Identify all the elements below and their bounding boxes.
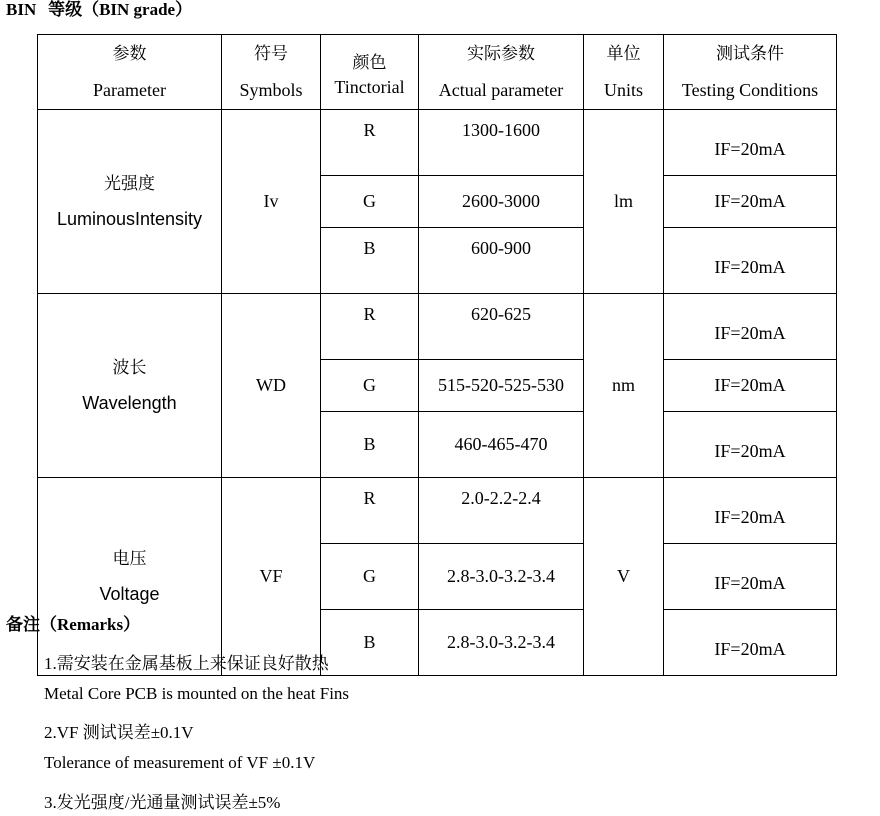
value-cell: 515-520-525-530 xyxy=(419,360,584,412)
value-cell: 1300-1600 xyxy=(419,110,584,176)
bin-grade-table xyxy=(37,34,837,676)
condition-cell: IF=20mA xyxy=(664,228,837,294)
value-cell: 2.8-3.0-3.2-3.4 xyxy=(419,610,584,676)
value-cell: 600-900 xyxy=(419,228,584,294)
color-cell: R xyxy=(321,110,419,176)
remark-line-1: 1.需安装在金属基板上来保证良好散热 xyxy=(44,654,329,673)
color-cell: R xyxy=(321,294,419,360)
table-row xyxy=(38,294,837,360)
remarks-title-en: （Remarks） xyxy=(40,615,141,634)
unit-cell: lm xyxy=(584,110,664,294)
param-cell: 光强度 LuminousIntensity xyxy=(38,110,222,294)
condition-cell: IF=20mA xyxy=(664,412,837,478)
remarks-title xyxy=(6,610,140,635)
table-row xyxy=(38,478,837,544)
color-cell: B xyxy=(321,412,419,478)
header-units: 单位 Units xyxy=(584,35,664,110)
header-testing-conditions: 测试条件 Testing Conditions xyxy=(664,35,837,110)
value-cell: 620-625 xyxy=(419,294,584,360)
table-header-row xyxy=(38,35,837,110)
header-parameter: 参数 Parameter xyxy=(38,35,222,110)
color-cell: R xyxy=(321,478,419,544)
value-cell: 2.8-3.0-3.2-3.4 xyxy=(419,544,584,610)
condition-cell: IF=20mA xyxy=(664,110,837,176)
param-cell: 波长 Wavelength xyxy=(38,294,222,478)
color-cell: G xyxy=(321,360,419,412)
condition-cell: IF=20mA xyxy=(664,360,837,412)
param-cell: 电压 Voltage xyxy=(38,478,222,676)
header-actual-parameter: 实际参数 Actual parameter xyxy=(419,35,584,110)
color-cell: G xyxy=(321,176,419,228)
heading-zh: 等级 xyxy=(48,0,83,20)
value-cell: 2.0-2.2-2.4 xyxy=(419,478,584,544)
heading-prefix: BIN xyxy=(6,0,37,19)
condition-cell: IF=20mA xyxy=(664,294,837,360)
symbol-cell: Iv xyxy=(222,110,321,294)
section-heading xyxy=(6,0,192,20)
remark-line-3: 2.VF 测试误差±0.1V xyxy=(44,723,194,742)
remarks-title-zh: 备注 xyxy=(6,615,40,635)
header-symbols: 符号 Symbols xyxy=(222,35,321,110)
condition-cell: IF=20mA xyxy=(664,544,837,610)
color-cell: B xyxy=(321,610,419,676)
condition-cell: IF=20mA xyxy=(664,478,837,544)
remark-line-4: Tolerance of measurement of VF ±0.1V xyxy=(44,753,316,772)
symbol-cell: WD xyxy=(222,294,321,478)
value-cell: 460-465-470 xyxy=(419,412,584,478)
color-cell: G xyxy=(321,544,419,610)
condition-cell: IF=20mA xyxy=(664,610,837,676)
unit-cell: V xyxy=(584,478,664,676)
heading-en: （BIN grade） xyxy=(82,0,193,19)
remark-line-2: Metal Core PCB is mounted on the heat Fins xyxy=(44,684,350,703)
unit-cell: nm xyxy=(584,294,664,478)
header-tinctorial: 颜色 Tinctorial xyxy=(321,35,419,110)
symbol-cell: VF xyxy=(222,478,321,676)
condition-cell: IF=20mA xyxy=(664,176,837,228)
color-cell: B xyxy=(321,228,419,294)
table-row xyxy=(38,110,837,176)
remark-line-5: 3.发光强度/光通量测试误差±5% xyxy=(44,793,281,812)
value-cell: 2600-3000 xyxy=(419,176,584,228)
